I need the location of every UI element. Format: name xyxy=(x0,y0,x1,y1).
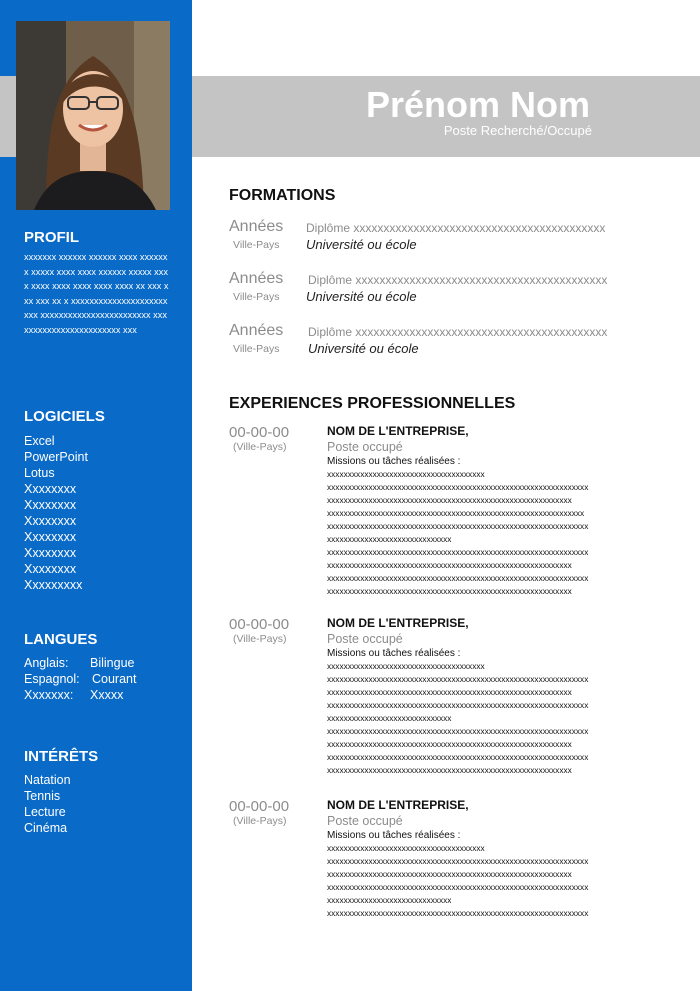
formation-item xyxy=(229,270,669,310)
experience-date: 00-00-00 xyxy=(229,798,290,815)
langue-row xyxy=(24,671,174,687)
logiciel-item: Xxxxxxxx xyxy=(24,482,77,496)
experience-missions-label: Missions ou tâches réalisées : xyxy=(327,830,461,841)
langues-title: LANGUES xyxy=(24,631,98,648)
langue-name: Anglais: xyxy=(24,656,69,670)
langues-list xyxy=(24,655,174,703)
langue-row xyxy=(24,687,174,703)
logiciel-item: Xxxxxxxx xyxy=(24,514,77,528)
logiciel-item: Xxxxxxxxx xyxy=(24,578,83,592)
experience-missions-label: Missions ou tâches réalisées : xyxy=(327,648,461,659)
experience-line: xxxxxxxxxxxxxxxxxxxxxxxxxxxxxxxxxxxxxxxxxxxxxxxxxxxxxxxxxxx xyxy=(327,739,572,749)
candidate-name: Prénom Nom xyxy=(365,84,590,125)
experience-line: xxxxxxxxxxxxxxxxxxxxxxxxxxxxxxxxxxxxxxxxxxxxxxxxxxxxxxxxxxxxxxx xyxy=(327,547,589,557)
logiciel-item: Xxxxxxxx xyxy=(24,530,77,544)
experience-line: xxxxxxxxxxxxxxxxxxxxxxxxxxxxxxxxxxxxxx xyxy=(327,469,485,479)
candidate-position: Poste Recherché/Occupé xyxy=(443,123,592,138)
experience-line: xxxxxxxxxxxxxxxxxxxxxxxxxxxxxxxxxxxxxxxxxxxxxxxxxxxxxxxxxxx xyxy=(327,869,572,879)
langue-level: Courant xyxy=(92,672,137,686)
experience-poste: Poste occupé xyxy=(327,632,403,646)
experience-body xyxy=(327,798,657,920)
experience-line: xxxxxxxxxxxxxxxxxxxxxxxxxxxxxx xyxy=(327,534,452,544)
experience-line: xxxxxxxxxxxxxxxxxxxxxxxxxxxxxxxxxxxxxxxxxxxxxxxxxxxxxxxxxxx xyxy=(327,687,572,697)
logiciels-title: LOGICIELS xyxy=(24,408,105,425)
experience-line: xxxxxxxxxxxxxxxxxxxxxxxxxxxxxxxxxxxxxxxxxxxxxxxxxxxxxxxxxxxxxx xyxy=(327,508,585,518)
formation-ecole: Université ou école xyxy=(306,237,417,252)
experience-body xyxy=(327,616,657,777)
experience-line: xxxxxxxxxxxxxxxxxxxxxxxxxxxxxxxxxxxxxxxxxxxxxxxxxxxxxxxxxxxxxxx xyxy=(327,908,589,918)
experience-lieu: (Ville-Pays) xyxy=(233,815,287,827)
experience-date: 00-00-00 xyxy=(229,424,290,441)
experience-company: NOM DE L'ENTREPRISE, xyxy=(327,798,469,812)
experience-company: NOM DE L'ENTREPRISE, xyxy=(327,616,469,630)
formation-lieu: Ville-Pays xyxy=(233,343,280,355)
experience-body xyxy=(327,424,657,598)
experience-line: xxxxxxxxxxxxxxxxxxxxxxxxxxxxxxxxxxxxxxxxxxxxxxxxxxxxxxxxxxxxxxx xyxy=(327,856,589,866)
experience-line: xxxxxxxxxxxxxxxxxxxxxxxxxxxxxxxxxxxxxxxxxxxxxxxxxxxxxxxxxxxxxxx xyxy=(327,482,589,492)
experience-poste: Poste occupé xyxy=(327,814,403,828)
profil-title: PROFIL xyxy=(24,229,79,246)
formation-item xyxy=(229,322,669,362)
logiciel-item: PowerPoint xyxy=(24,450,88,464)
experience-company: NOM DE L'ENTREPRISE, xyxy=(327,424,469,438)
experience-line: xxxxxxxxxxxxxxxxxxxxxxxxxxxxxxxxxxxxxxxxxxxxxxxxxxxxxxxxxxxxxxx xyxy=(327,700,589,710)
formation-lieu: Ville-Pays xyxy=(233,239,280,251)
experience-lieu: (Ville-Pays) xyxy=(233,441,287,453)
langue-level: Bilingue xyxy=(90,656,135,670)
formation-diplome: Diplôme xxxxxxxxxxxxxxxxxxxxxxxxxxxxxxxxxxxxxxxxxx xyxy=(306,221,606,235)
logiciel-item: Xxxxxxxx xyxy=(24,562,77,576)
experience-line: xxxxxxxxxxxxxxxxxxxxxxxxxxxxxx xyxy=(327,713,452,723)
formations-title: FORMATIONS xyxy=(229,187,336,204)
experience-line: xxxxxxxxxxxxxxxxxxxxxxxxxxxxxxxxxxxxxxxxxxxxxxxxxxxxxxxxxxxxxxx xyxy=(327,573,589,583)
experience-line: xxxxxxxxxxxxxxxxxxxxxxxxxxxxxxxxxxxxxxxxxxxxxxxxxxxxxxxxxxxxxxx xyxy=(327,521,589,531)
logiciel-item: Xxxxxxxx xyxy=(24,546,77,560)
formation-item xyxy=(229,218,669,258)
formation-diplome: Diplôme xxxxxxxxxxxxxxxxxxxxxxxxxxxxxxxxxxxxxxxxxx xyxy=(308,273,608,287)
interets-list xyxy=(24,772,71,836)
logiciel-item: Excel xyxy=(24,434,55,448)
interet-item: Lecture xyxy=(24,805,66,819)
formation-annees: Années xyxy=(229,270,284,287)
interets-title: INTÉRÊTS xyxy=(24,748,99,765)
experience-line: xxxxxxxxxxxxxxxxxxxxxxxxxxxxxxxxxxxxxx xyxy=(327,661,485,671)
interet-item: Natation xyxy=(24,773,71,787)
experience-line: xxxxxxxxxxxxxxxxxxxxxxxxxxxxxx xyxy=(327,895,452,905)
langue-name: Espagnol: xyxy=(24,672,80,686)
experience-lieu: (Ville-Pays) xyxy=(233,633,287,645)
experience-line: xxxxxxxxxxxxxxxxxxxxxxxxxxxxxxxxxxxxxxxxxxxxxxxxxxxxxxxxxxx xyxy=(327,586,572,596)
experiences-title: EXPERIENCES PROFESSIONNELLES xyxy=(229,395,516,412)
formation-annees: Années xyxy=(229,218,284,235)
header-band-left xyxy=(0,76,16,157)
experience-line: xxxxxxxxxxxxxxxxxxxxxxxxxxxxxxxxxxxxxxxxxxxxxxxxxxxxxxxxxxxxxxx xyxy=(327,882,589,892)
formation-annees: Années xyxy=(229,322,284,339)
formation-ecole: Université ou école xyxy=(308,341,419,356)
langue-name: Xxxxxxx: xyxy=(24,688,74,702)
langue-row xyxy=(24,655,174,671)
logiciel-item: Lotus xyxy=(24,466,55,480)
langue-level: Xxxxx xyxy=(90,688,124,702)
experience-line: xxxxxxxxxxxxxxxxxxxxxxxxxxxxxxxxxxxxxxxxxxxxxxxxxxxxxxxxxxx xyxy=(327,560,572,570)
experience-poste: Poste occupé xyxy=(327,440,403,454)
experience-line: xxxxxxxxxxxxxxxxxxxxxxxxxxxxxxxxxxxxxxxxxxxxxxxxxxxxxxxxxxxxxxx xyxy=(327,674,589,684)
experience-line: xxxxxxxxxxxxxxxxxxxxxxxxxxxxxxxxxxxxxx xyxy=(327,843,485,853)
formation-diplome: Diplôme xxxxxxxxxxxxxxxxxxxxxxxxxxxxxxxxxxxxxxxxxx xyxy=(308,325,608,339)
experience-date: 00-00-00 xyxy=(229,616,290,633)
formation-ecole: Université ou école xyxy=(306,289,417,304)
interet-item: Cinéma xyxy=(24,821,68,835)
logiciel-item: Xxxxxxxx xyxy=(24,498,77,512)
interet-item: Tennis xyxy=(24,789,61,803)
experience-line: xxxxxxxxxxxxxxxxxxxxxxxxxxxxxxxxxxxxxxxxxxxxxxxxxxxxxxxxxxxxxxx xyxy=(327,726,589,736)
logiciels-list xyxy=(24,433,88,593)
formation-lieu: Ville-Pays xyxy=(233,291,280,303)
experience-line: xxxxxxxxxxxxxxxxxxxxxxxxxxxxxxxxxxxxxxxxxxxxxxxxxxxxxxxxxxx xyxy=(327,495,572,505)
profil-text: xxxxxxx xxxxxx xxxxxx xxxx xxxxxxx xxxxx xxxx xxxx xxxxxx xxxxx xxxx xxxx xxxx xxxx xxxx xxxx xx xxx xxx xxx xx x xxxxxxxxxxxxxxxxxxxxxxxx xxxxxxxxxxxxxxxxxxxxxxxx xxxxxxxxxxxxxxxxxxxxxxxx xxx xyxy=(24,252,169,335)
experience-missions-label: Missions ou tâches réalisées : xyxy=(327,456,461,467)
profile-photo xyxy=(16,21,170,210)
experience-line: xxxxxxxxxxxxxxxxxxxxxxxxxxxxxxxxxxxxxxxxxxxxxxxxxxxxxxxxxxxxxxx xyxy=(327,752,589,762)
experience-line: xxxxxxxxxxxxxxxxxxxxxxxxxxxxxxxxxxxxxxxxxxxxxxxxxxxxxxxxxxx xyxy=(327,765,572,775)
